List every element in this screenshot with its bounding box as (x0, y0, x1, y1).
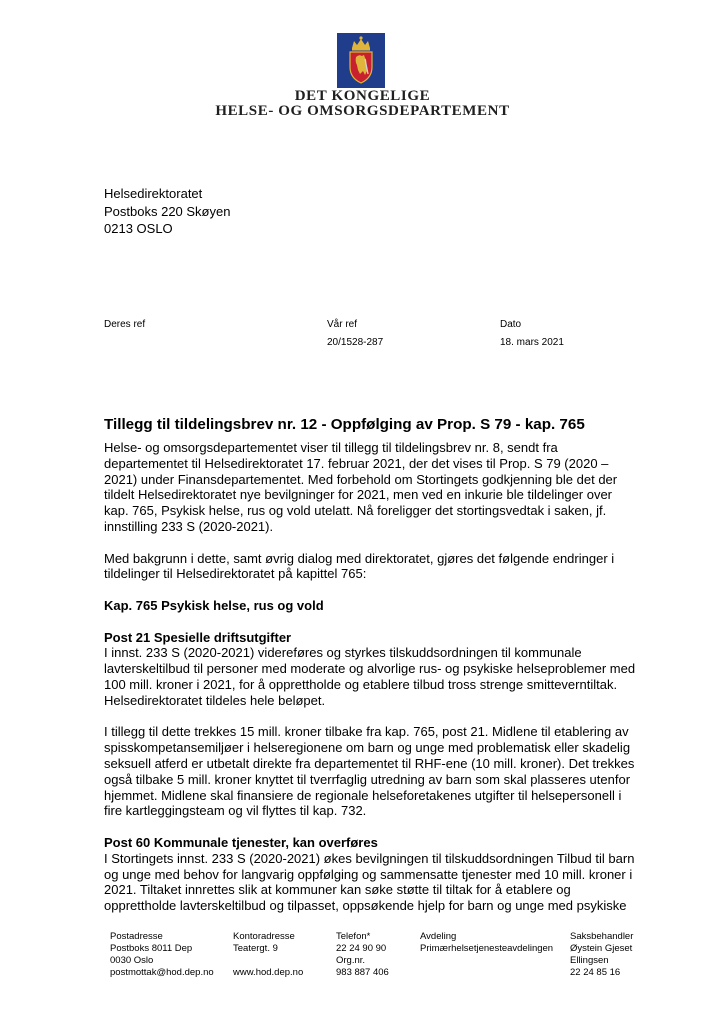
body-line: Helse- og omsorgsdepartementet viser til tillegg til tildelingsbrev nr. 8, sendt fra (104, 440, 558, 455)
footer-website[interactable]: www.hod.dep.no (233, 967, 304, 978)
body-line: I innst. 233 S (2020-2021) videreføres og styrkes tilskuddsordningen til kommunale (104, 645, 582, 661)
footer-telefon: Telefon* 22 24 90 90 Org.nr. 983 887 406 (336, 931, 389, 978)
post60-heading: Post 60 Kommunale tjenester, kan overføres (104, 834, 378, 850)
body-line: og unge med behov for langvarig oppfølging og sammensatte tjenester med 10 mill. kroner i (104, 866, 633, 882)
footer-email[interactable]: postmottak@hod.dep.no (110, 967, 214, 978)
body-line: lavterskeltilbud til personer med moderate og alvorlige rus- og psykiske helseproblemer med (104, 661, 636, 677)
ministry-name-line2: HELSE- OG OMSORGSDEPARTEMENT (215, 103, 510, 119)
body-line: også tilbake 5 mill. kroner knyttet til tverrfaglig utredning av barn som skal plasseres utenfor (104, 771, 631, 787)
var-ref-value: 20/1528-287 (327, 337, 384, 348)
deres-ref-label: Deres ref (104, 319, 146, 330)
recipient-city: 0213 OSLO (104, 221, 173, 236)
body-line: kap. 765, Psykisk helse, rus og vold utelatt. Nå foreligger det stortingsvedtak i saken, jf. (104, 503, 607, 519)
royal-crest-logo (337, 33, 385, 88)
body-line: 2021) under Finansdepartementet. Med forbehold om Stortingets godkjenning ble det der (104, 471, 618, 487)
recipient-postbox: Postboks 220 Skøyen (104, 203, 231, 219)
ministry-name-line1: DET KONGELIGE (294, 88, 431, 104)
letter-body (104, 440, 664, 914)
var-ref-label: Vår ref (327, 319, 358, 330)
body-line: 2021. Tiltaket innrettes slik at kommuner kan søke støtte til tiltak for å etablere og (104, 882, 571, 898)
body-line: seksuell atferd er utbetalt direkte fra departementet til RHF-ene (10 mill. kroner). Det trekkes (104, 755, 635, 771)
body-line: I tillegg til dette trekkes 15 mill. kroner tilbake fra kap. 765, post 21. Midlene til etablering av (104, 724, 629, 740)
body-line: Med bakgrunn i dette, samt øvrig dialog med direktoratet, gjøres det følgende endringer i (104, 550, 615, 566)
recipient-address (104, 185, 230, 238)
body-line: I Stortingets innst. 233 S (2020-2021) økes bevilgningen til tilskuddsordningen Tilbud til barn (104, 850, 635, 866)
body-line: 100 mill. kroner i 2021, for å opprettholde og etablere tilbud tross strenge smitteverntiltak. (104, 676, 618, 692)
body-line: hjemmet. Midlene skal finansiere de regionale helseforetakenes utgifter til helsepersonell i (104, 787, 622, 803)
footer-saksbehandler: Saksbehandler Øystein Gjeset Ellingsen 22 24 85 16 (570, 931, 634, 978)
footer-postadresse: Postadresse Postboks 8011 Dep 0030 Oslo postmottak@hod.dep.no (110, 931, 214, 978)
post21-heading: Post 21 Spesielle driftsutgifter (104, 629, 292, 645)
body-line: innstilling 233 S (2020-2021). (104, 518, 274, 534)
recipient-name: Helsedirektoratet (104, 186, 203, 201)
body-line: tildelinger til Helsedirektoratet på kapittel 765: (104, 566, 367, 582)
dato-label: Dato (500, 319, 522, 330)
dato-value: 18. mars 2021 (500, 337, 564, 348)
body-line: tildelt Helsedirektoratet nye bevilgninger for 2021, men ved en inkurie ble tildelinger over (104, 487, 613, 503)
body-line: spisskompetansemiljøer i helseregionene om barn og unge med problematisk eller skadelig (104, 740, 631, 756)
footer-avdeling: Avdeling Primærhelsetjenesteavdelingen (420, 931, 554, 954)
body-line: opprettholde lavterskeltilbud og tilpasset, oppsøkende hjelp for barn og unge med psykiske (104, 898, 627, 914)
body-line: fire kartleggingsteam og vil flyttes til kap. 732. (104, 803, 367, 819)
body-line: departementet til Helsedirektoratet 17. februar 2021, der det vises til Prop. S 79 (2020 – (104, 455, 609, 471)
section-heading: Kap. 765 Psykisk helse, rus og vold (104, 597, 324, 613)
body-line: Helsedirektoratet tildeles hele beløpet. (104, 692, 326, 708)
letter-title: Tillegg til tildelingsbrev nr. 12 - Oppfølging av Prop. S 79 - kap. 765 (104, 416, 585, 433)
footer-kontoradresse: Kontoradresse Teatergt. 9 www.hod.dep.no (233, 931, 304, 978)
